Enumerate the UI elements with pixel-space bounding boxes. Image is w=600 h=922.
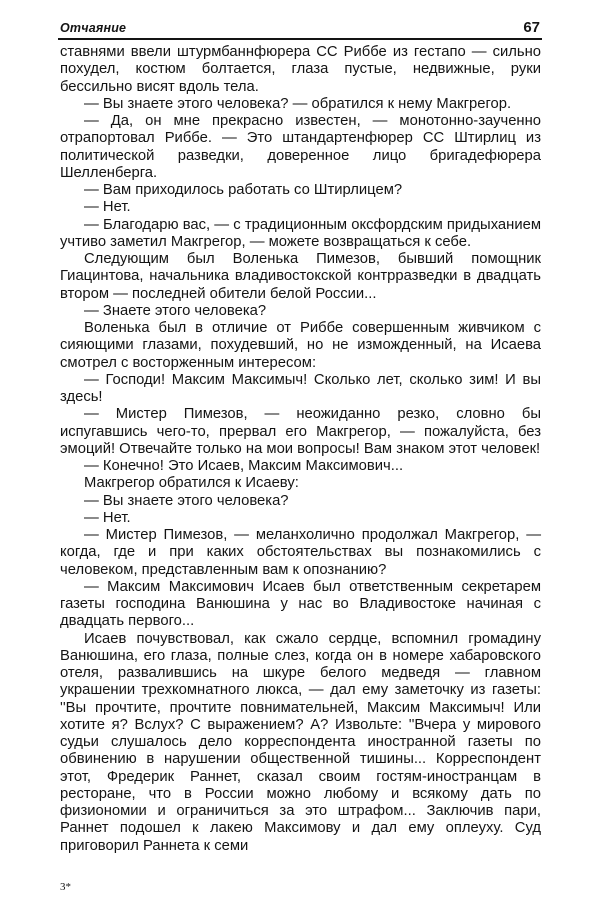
- paragraph: — Нет.: [84, 509, 131, 526]
- paragraph: — Вам приходилось работать со Штирлицем?: [84, 182, 403, 198]
- paragraph: — Знаете этого человека?: [84, 302, 267, 319]
- paragraph: — Вы знаете этого человека? — обратился к нему Макгрегор.: [84, 95, 512, 112]
- paragraph: — Нет.: [84, 199, 131, 216]
- paragraph: — Максим Максимович Исаев был ответственным секретарем газеты господина Ванюшина у нас во Владивостоке начиная с двадцать первого...: [60, 578, 541, 630]
- paragraph: — Господи! Максим Максимыч! Сколько лет, сколько зим! И вы здесь!: [60, 371, 541, 405]
- page-number: 67: [523, 19, 540, 36]
- paragraph: — Мистер Пимезов, — меланхолично продолжал Макгрегор, — когда, где и при каких обстоятельствах вы познакомились с человеком, представленным вам к опознанию?: [60, 527, 541, 578]
- paragraph: — Благодарю вас, — с традиционным оксфордским придыханием учтиво заметил Макгрегор, — можете возвращаться к себе.: [60, 216, 541, 250]
- paragraph: — Да, он мне прекрасно известен, — монотонно-заученно отрапортовал Риббе. — Это штандартенфюрер СС Штирлиц из политической разведки, доверенное лицо бригадефюрера Шелленберга.: [60, 113, 541, 181]
- page-header: [58, 16, 542, 40]
- paragraph: — Конечно! Это Исаев, Максим Максимович...: [84, 458, 404, 474]
- paragraph: Макгрегор обратился к Исаеву:: [84, 475, 299, 492]
- paragraph: Исаев почувствовал, как сжало сердце, вспомнил громадину Ванюшина, его глаза, полные слез, когда он в номере хабаровского отеля, развалившись на шкуре белого медведя — главном украшении трехкомнатного люкса, — дал ему заметочку из газеты: ''Вы прочтите, прочтите повнимательней, Максим Максимыч! Или хотите я? Вслух? С выражением? А? Извольте: ''Вчера у мирового судьи слушалось дело корреспондента иностранной газеты по обвинению в нарушении общественной тишины... Корреспондент этот, Фредерик Раннет, сказал своим гостям-иностранцам в ресторане, что в России можно любому и всякому дать по физиономии и ограничиться за это штрафом... Заключив пари, Раннет подошел к лакею Максимову и дал ему оплеуху. Суд приговорил Раннета к семи: [60, 630, 541, 854]
- signature-mark: 3*: [60, 881, 71, 893]
- paragraph: Воленька был в отличие от Риббе совершенным живчиком с сияющими глазами, похудевший, но не изможденный, на Исаева смотрел с восторженным интересом:: [60, 320, 541, 371]
- paragraph: Следующим был Воленька Пимезов, бывший помощник Гиацинтова, начальника владивостокской контрразведки в двадцать втором — последней обители белой России...: [60, 251, 541, 302]
- paragraph: ставнями ввели штурмбаннфюрера СС Риббе из гестапо — сильно похудел, костюм болтается, глаза пустые, недвижные, руки бессильно висят вдоль тела.: [60, 44, 541, 95]
- text-body: [60, 44, 541, 855]
- paragraph: — Вы знаете этого человека?: [84, 492, 289, 509]
- running-title: Отчаяние: [60, 21, 127, 35]
- paragraph: — Мистер Пимезов, — неожиданно резко, словно бы испугавшись чего-то, прервал его Макгрегор, — пожалуйста, без эмоций! Отвечайте только на мои вопросы! Вам знаком этот человек!: [60, 406, 541, 457]
